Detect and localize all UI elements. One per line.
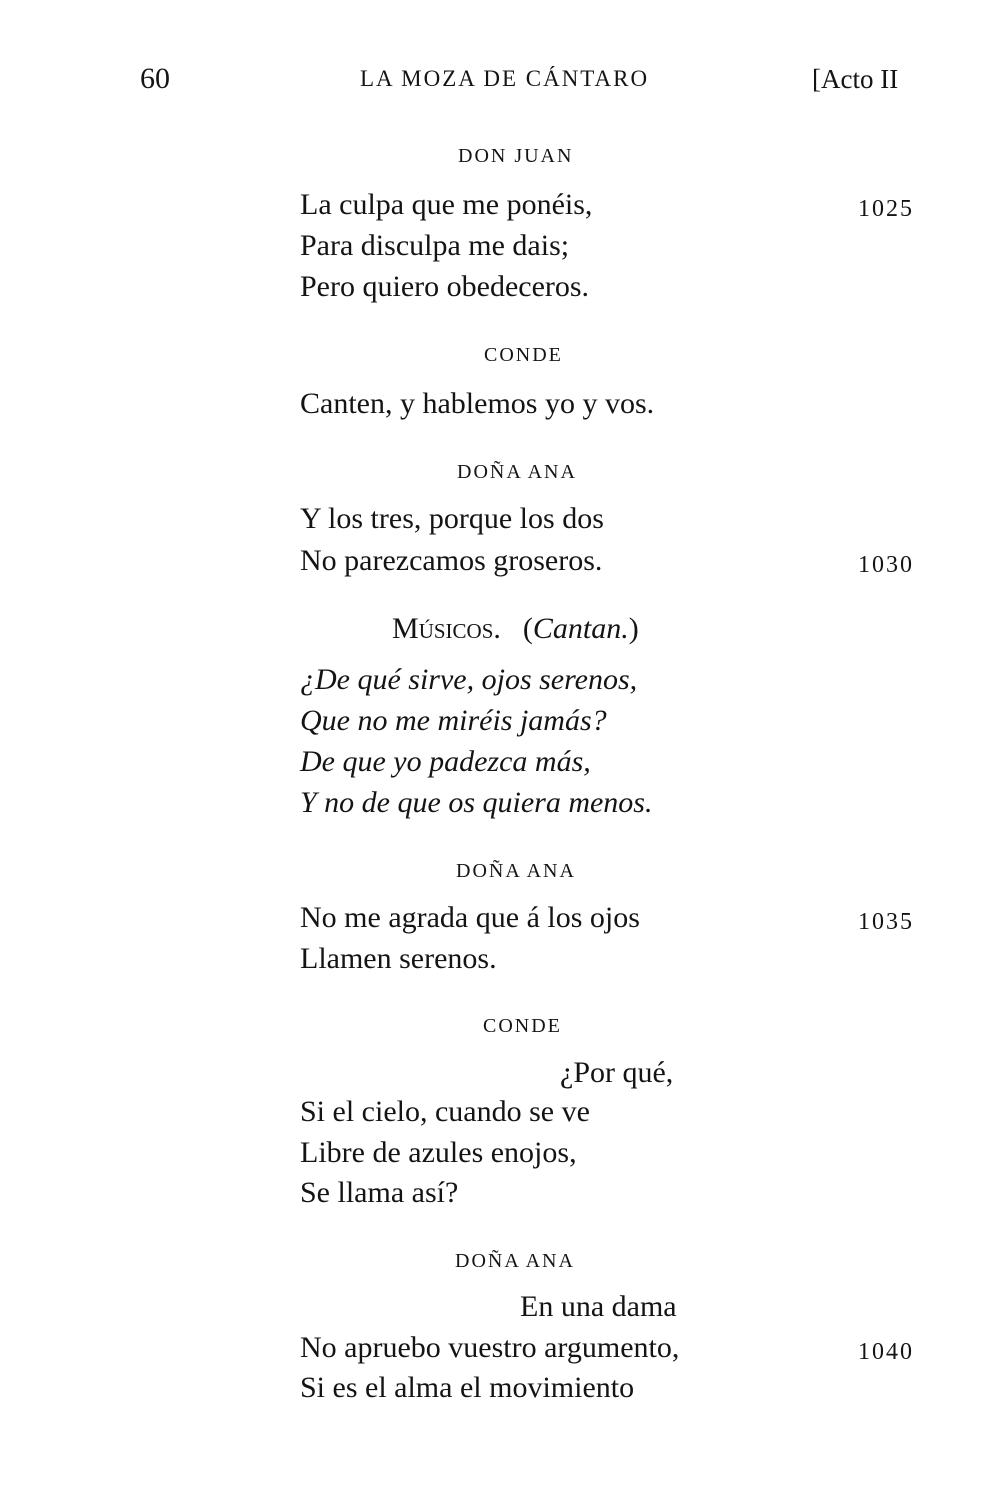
song-line: Que no me miréis jamás? bbox=[300, 704, 607, 737]
verse-line: Pero quiero obedeceros. bbox=[300, 270, 590, 303]
verse-line: No apruebo vuestro argumento, bbox=[300, 1331, 680, 1364]
line-number: 1025 bbox=[858, 196, 914, 222]
speaker-name: CONDE bbox=[483, 1015, 562, 1037]
verse-line: No me agrada que á los ojos bbox=[300, 901, 640, 934]
verse-line: Para disculpa me dais; bbox=[300, 229, 570, 262]
speaker-initial: M bbox=[392, 612, 419, 645]
line-number: 1030 bbox=[858, 552, 914, 578]
verse-line: No parezcamos groseros. bbox=[300, 544, 603, 577]
speaker-name: DON JUAN bbox=[458, 145, 574, 167]
verse-line: Libre de azules enojos, bbox=[300, 1136, 577, 1169]
line-number: 1040 bbox=[858, 1339, 914, 1365]
speaker-name: DOÑA ANA bbox=[456, 860, 576, 882]
verse-line: La culpa que me ponéis, bbox=[300, 188, 593, 221]
speaker-name: DOÑA ANA bbox=[457, 461, 577, 483]
speaker-name: DOÑA ANA bbox=[455, 1250, 575, 1272]
page-number: 60 bbox=[140, 62, 170, 95]
page-header bbox=[0, 62, 1000, 102]
verse-line: Canten, y hablemos yo y vos. bbox=[300, 387, 655, 420]
verse-line: En una dama bbox=[520, 1290, 677, 1323]
running-title: LA MOZA DE CÁNTARO bbox=[360, 66, 650, 91]
verse-line: Si es el alma el movimiento bbox=[300, 1371, 635, 1404]
verse-line: Si el cielo, cuando se ve bbox=[300, 1095, 590, 1128]
verse-line: ¿Por qué, bbox=[560, 1056, 674, 1089]
stage-direction: (Cantan.) bbox=[522, 612, 639, 645]
line-number: 1035 bbox=[858, 909, 914, 935]
speaker-name: úsicos. bbox=[418, 612, 501, 645]
verse-line: Se llama así? bbox=[300, 1176, 459, 1209]
verse-line: Y los tres, porque los dos bbox=[300, 502, 604, 535]
act-label: [Acto II bbox=[812, 64, 899, 94]
song-line: ¿De qué sirve, ojos serenos, bbox=[300, 663, 638, 696]
verse-line: Llamen serenos. bbox=[300, 942, 497, 975]
song-line: De que yo padezca más, bbox=[300, 745, 591, 778]
musicos-heading bbox=[392, 612, 639, 646]
speaker-name: CONDE bbox=[484, 344, 563, 366]
song-line: Y no de que os quiera menos. bbox=[300, 786, 653, 819]
